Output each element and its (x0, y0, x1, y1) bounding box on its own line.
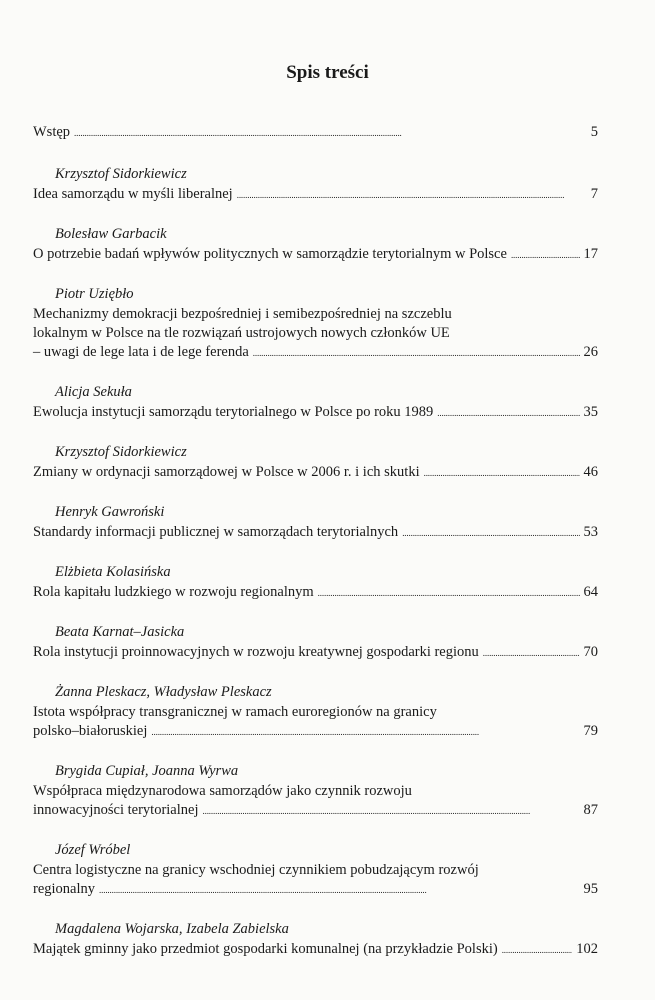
page-number: 70 (583, 644, 598, 660)
entry-title: Majątek gminny jako przedmiot gospodarki komunalnej (na przykładzie Polski) (33, 941, 498, 957)
toc-entry (33, 683, 598, 742)
entry-author: Piotr Uziębło (55, 286, 134, 302)
page-number: 26 (583, 344, 598, 360)
entry-title: Rola instytucji proinnowacyjnych w rozwoju kreatywnej gospodarki regionu (33, 644, 479, 660)
toc-entry (33, 920, 598, 960)
entry-title: Standardy informacji publicznej w samorządach terytorialnych (33, 524, 399, 540)
page-number: 102 (576, 941, 598, 957)
entry-title-line: Centra logistyczne na granicy wschodniej czynnikiem pobudzającym rozwój (33, 862, 479, 878)
entry-author: Żanna Pleskacz, Władysław Pleskacz (55, 684, 272, 700)
dot-leader (502, 940, 573, 960)
dot-leader (237, 185, 580, 205)
entry-author: Elżbieta Kolasińska (55, 564, 171, 580)
entry-title: Rola kapitału ludzkiego w rozwoju regionalnym (33, 584, 314, 600)
dot-leader (74, 123, 580, 143)
toc-entry (33, 841, 598, 900)
entry-title-last-line (33, 185, 598, 205)
entry-title-line: Współpraca międzynarodowa samorządów jako czynnik rozwoju (33, 783, 412, 799)
entry-author: Beata Karnat–Jasicka (55, 624, 185, 640)
dot-leader (318, 583, 580, 603)
entry-title-line: lokalnym w Polsce na tle rozwiązań ustrojowych nowych członków UE (33, 325, 450, 341)
page-number: 64 (583, 584, 598, 600)
entry-title-last-line (33, 245, 598, 265)
entry-title: innowacyjności terytorialnej (33, 802, 199, 818)
page-number: 7 (590, 186, 598, 202)
dot-leader (253, 343, 580, 363)
entry-title-last-line (33, 463, 598, 483)
entry-title-last-line (33, 940, 598, 960)
toc-entry (33, 563, 598, 603)
toc-entry (33, 443, 598, 483)
entry-title-last-line (33, 523, 598, 543)
entry-title: Wstęp (33, 124, 71, 140)
entry-title: Zmiany w ordynacji samorządowej w Polsce w 2006 r. i ich skutki (33, 464, 420, 480)
toc-entry (33, 762, 598, 821)
table-of-contents (33, 123, 598, 960)
entry-title-last-line (33, 801, 598, 821)
toc-entry (33, 383, 598, 423)
entry-author: Krzysztof Sidorkiewicz (55, 166, 187, 182)
dot-leader (151, 722, 579, 742)
toc-entry (33, 285, 598, 363)
dot-leader (402, 523, 579, 543)
page-title: Spis treści (286, 62, 369, 83)
dot-leader (203, 801, 580, 821)
entry-title-last-line (33, 880, 598, 900)
dot-leader (99, 880, 579, 900)
entry-author: Alicja Sekuła (55, 384, 132, 400)
toc-entry (33, 225, 598, 265)
entry-title-last-line (33, 343, 598, 363)
dot-leader (437, 403, 579, 423)
entry-author: Magdalena Wojarska, Izabela Zabielska (55, 921, 289, 937)
entry-title-last-line (33, 643, 598, 663)
entry-title: – uwagi de lege lata i de lege ferenda (33, 344, 249, 360)
entry-author: Krzysztof Sidorkiewicz (55, 444, 187, 460)
dot-leader (424, 463, 580, 483)
toc-entry (33, 503, 598, 543)
dot-leader (483, 643, 580, 663)
entry-title: Idea samorządu w myśli liberalnej (33, 186, 233, 202)
entry-author: Bolesław Garbacik (55, 226, 167, 242)
entry-title: O potrzebie badań wpływów politycznych w samorządzie terytorialnym w Polsce (33, 246, 507, 262)
dot-leader (511, 245, 580, 265)
entry-author: Brygida Cupiał, Joanna Wyrwa (55, 763, 239, 779)
entry-title: regionalny (33, 881, 96, 897)
page-number: 53 (583, 524, 598, 540)
page-number: 87 (583, 802, 598, 818)
entry-title-line: Istota współpracy transgranicznej w ramach euroregionów na granicy (33, 704, 437, 720)
entry-author: Henryk Gawroński (55, 504, 165, 520)
toc-entry (33, 623, 598, 663)
entry-title: polsko–białoruskiej (33, 723, 148, 739)
page-number: 35 (583, 404, 598, 420)
entry-author: Józef Wróbel (55, 842, 131, 858)
toc-entry (33, 165, 598, 205)
entry-title-last-line (33, 403, 598, 423)
page-number: 95 (583, 881, 598, 897)
page-number: 17 (583, 246, 598, 262)
entry-title-last-line (33, 583, 598, 603)
page-number: 79 (583, 723, 598, 739)
entry-title-line: Mechanizmy demokracji bezpośredniej i semibezpośredniej na szczeblu (33, 306, 452, 322)
entry-title-last-line (33, 123, 598, 143)
page-number: 5 (590, 124, 598, 140)
entry-title-last-line (33, 722, 598, 742)
entry-title: Ewolucja instytucji samorządu terytorialnego w Polsce po roku 1989 (33, 404, 434, 420)
toc-entry (33, 123, 598, 143)
page-number: 46 (583, 464, 598, 480)
